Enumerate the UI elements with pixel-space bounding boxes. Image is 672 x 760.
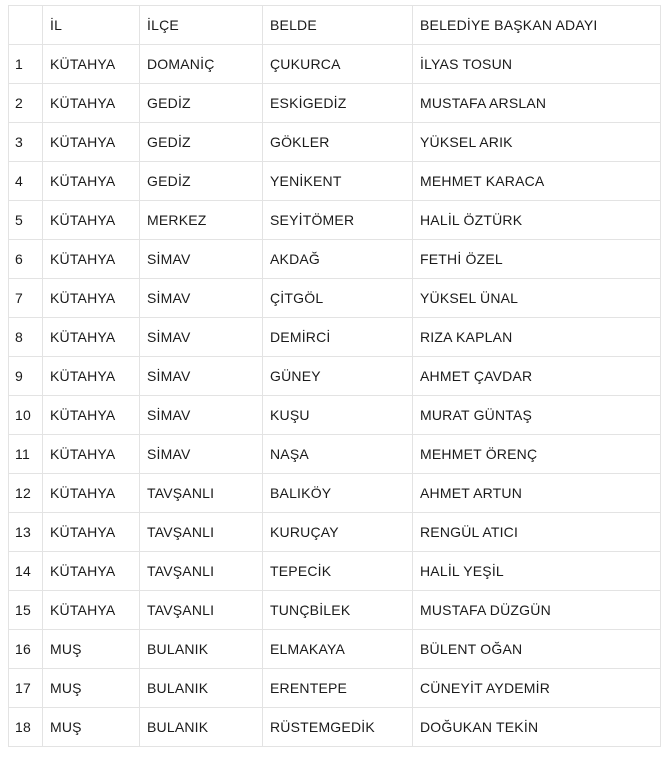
cell-belde: RÜSTEMGEDİK xyxy=(263,708,413,747)
table-row xyxy=(9,552,661,591)
cell-belde: KURUÇAY xyxy=(263,513,413,552)
cell-il: KÜTAHYA xyxy=(43,240,140,279)
table-row xyxy=(9,123,661,162)
cell-il: KÜTAHYA xyxy=(43,513,140,552)
header-aday: BELEDİYE BAŞKAN ADAYI xyxy=(413,6,661,45)
cell-aday: HALİL ÖZTÜRK xyxy=(413,201,661,240)
cell-il: KÜTAHYA xyxy=(43,84,140,123)
cell-ilce: SİMAV xyxy=(140,318,263,357)
cell-aday: MUSTAFA ARSLAN xyxy=(413,84,661,123)
cell-ilce: SİMAV xyxy=(140,240,263,279)
cell-belde: BALIKÖY xyxy=(263,474,413,513)
cell-aday: CÜNEYİT AYDEMİR xyxy=(413,669,661,708)
cell-index: 1 xyxy=(9,45,43,84)
cell-aday: İLYAS TOSUN xyxy=(413,45,661,84)
table-header xyxy=(9,6,661,45)
cell-index: 17 xyxy=(9,669,43,708)
cell-aday: AHMET ARTUN xyxy=(413,474,661,513)
header-ilce: İLÇE xyxy=(140,6,263,45)
header-index xyxy=(9,6,43,45)
cell-belde: GÜNEY xyxy=(263,357,413,396)
cell-belde: TEPECİK xyxy=(263,552,413,591)
cell-belde: ESKİGEDİZ xyxy=(263,84,413,123)
cell-ilce: TAVŞANLI xyxy=(140,591,263,630)
cell-ilce: TAVŞANLI xyxy=(140,513,263,552)
table-row xyxy=(9,240,661,279)
cell-aday: DOĞUKAN TEKİN xyxy=(413,708,661,747)
cell-belde: NAŞA xyxy=(263,435,413,474)
cell-aday: HALİL YEŞİL xyxy=(413,552,661,591)
cell-il: KÜTAHYA xyxy=(43,201,140,240)
cell-belde: SEYİTÖMER xyxy=(263,201,413,240)
cell-il: KÜTAHYA xyxy=(43,435,140,474)
cell-ilce: DOMANİÇ xyxy=(140,45,263,84)
header-belde: BELDE xyxy=(263,6,413,45)
cell-aday: MEHMET ÖRENÇ xyxy=(413,435,661,474)
cell-index: 18 xyxy=(9,708,43,747)
cell-index: 9 xyxy=(9,357,43,396)
header-row xyxy=(9,6,661,45)
cell-il: KÜTAHYA xyxy=(43,357,140,396)
table-body xyxy=(9,45,661,747)
cell-index: 6 xyxy=(9,240,43,279)
table-row xyxy=(9,591,661,630)
cell-index: 8 xyxy=(9,318,43,357)
table-row xyxy=(9,45,661,84)
cell-index: 15 xyxy=(9,591,43,630)
cell-belde: ELMAKAYA xyxy=(263,630,413,669)
cell-ilce: MERKEZ xyxy=(140,201,263,240)
cell-il: MUŞ xyxy=(43,669,140,708)
cell-ilce: SİMAV xyxy=(140,396,263,435)
candidates-table xyxy=(8,5,661,747)
table-row xyxy=(9,318,661,357)
cell-aday: MUSTAFA DÜZGÜN xyxy=(413,591,661,630)
cell-index: 14 xyxy=(9,552,43,591)
table-row xyxy=(9,630,661,669)
cell-il: KÜTAHYA xyxy=(43,45,140,84)
cell-index: 3 xyxy=(9,123,43,162)
cell-aday: FETHİ ÖZEL xyxy=(413,240,661,279)
table-row xyxy=(9,669,661,708)
cell-aday: AHMET ÇAVDAR xyxy=(413,357,661,396)
cell-belde: ÇİTGÖL xyxy=(263,279,413,318)
cell-aday: MURAT GÜNTAŞ xyxy=(413,396,661,435)
cell-ilce: BULANIK xyxy=(140,669,263,708)
cell-il: KÜTAHYA xyxy=(43,396,140,435)
cell-belde: YENİKENT xyxy=(263,162,413,201)
cell-il: KÜTAHYA xyxy=(43,318,140,357)
cell-index: 2 xyxy=(9,84,43,123)
cell-belde: KUŞU xyxy=(263,396,413,435)
table-row xyxy=(9,474,661,513)
cell-ilce: GEDİZ xyxy=(140,123,263,162)
cell-index: 13 xyxy=(9,513,43,552)
cell-belde: TUNÇBİLEK xyxy=(263,591,413,630)
cell-il: KÜTAHYA xyxy=(43,552,140,591)
table-row xyxy=(9,201,661,240)
cell-il: KÜTAHYA xyxy=(43,474,140,513)
table-row xyxy=(9,162,661,201)
cell-index: 16 xyxy=(9,630,43,669)
cell-il: MUŞ xyxy=(43,708,140,747)
table-row xyxy=(9,435,661,474)
cell-ilce: SİMAV xyxy=(140,357,263,396)
cell-index: 4 xyxy=(9,162,43,201)
cell-aday: YÜKSEL ÜNAL xyxy=(413,279,661,318)
cell-belde: ÇUKURCA xyxy=(263,45,413,84)
cell-index: 11 xyxy=(9,435,43,474)
table-row xyxy=(9,279,661,318)
header-il: İL xyxy=(43,6,140,45)
cell-belde: GÖKLER xyxy=(263,123,413,162)
table-row xyxy=(9,708,661,747)
cell-aday: RENGÜL ATICI xyxy=(413,513,661,552)
cell-ilce: SİMAV xyxy=(140,279,263,318)
table-row xyxy=(9,396,661,435)
cell-index: 10 xyxy=(9,396,43,435)
cell-ilce: GEDİZ xyxy=(140,84,263,123)
cell-aday: MEHMET KARACA xyxy=(413,162,661,201)
cell-ilce: GEDİZ xyxy=(140,162,263,201)
table-row xyxy=(9,513,661,552)
cell-index: 12 xyxy=(9,474,43,513)
cell-index: 5 xyxy=(9,201,43,240)
table-row xyxy=(9,357,661,396)
cell-aday: YÜKSEL ARIK xyxy=(413,123,661,162)
cell-ilce: BULANIK xyxy=(140,708,263,747)
cell-il: MUŞ xyxy=(43,630,140,669)
cell-aday: RIZA KAPLAN xyxy=(413,318,661,357)
cell-ilce: TAVŞANLI xyxy=(140,474,263,513)
cell-ilce: TAVŞANLI xyxy=(140,552,263,591)
table-row xyxy=(9,84,661,123)
cell-aday: BÜLENT OĞAN xyxy=(413,630,661,669)
cell-ilce: BULANIK xyxy=(140,630,263,669)
cell-ilce: SİMAV xyxy=(140,435,263,474)
cell-belde: DEMİRCİ xyxy=(263,318,413,357)
cell-index: 7 xyxy=(9,279,43,318)
cell-il: KÜTAHYA xyxy=(43,279,140,318)
cell-il: KÜTAHYA xyxy=(43,162,140,201)
cell-belde: ERENTEPE xyxy=(263,669,413,708)
cell-il: KÜTAHYA xyxy=(43,591,140,630)
cell-belde: AKDAĞ xyxy=(263,240,413,279)
cell-il: KÜTAHYA xyxy=(43,123,140,162)
